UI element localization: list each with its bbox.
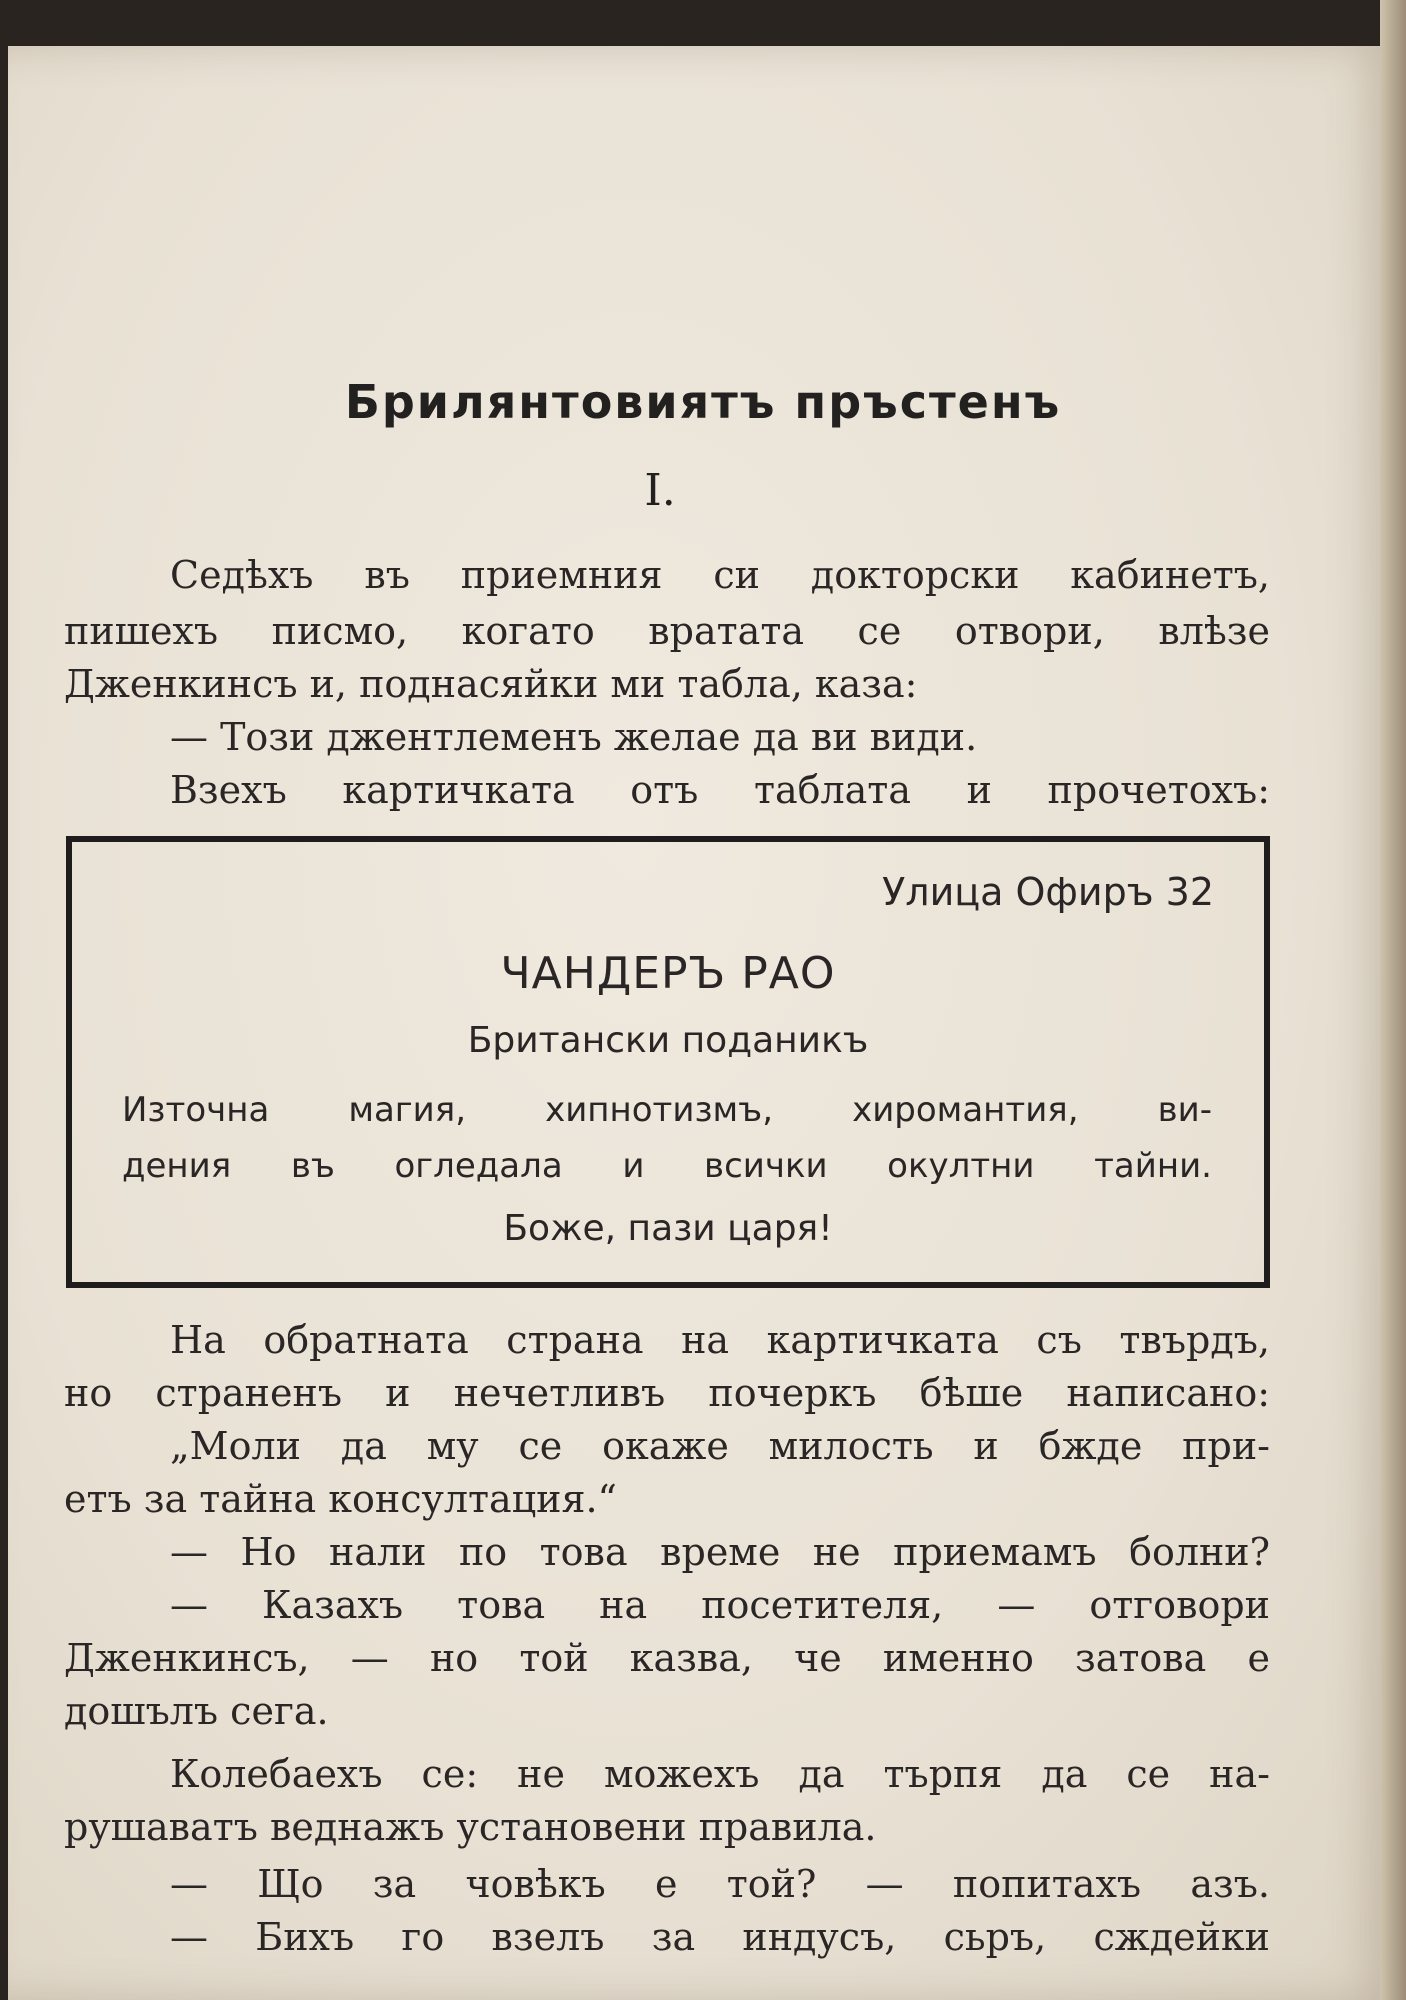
text-line: Седѣхъ въ приемния си докторски кабинетъ, bbox=[170, 553, 1270, 597]
text-line: На обратната страна на картичката съ твърдъ, bbox=[170, 1318, 1270, 1362]
text-line: пишехъ писмо, когато вратата се отвори, влѣзе bbox=[64, 609, 1270, 653]
text-line: рушаватъ веднажъ установени правила. bbox=[64, 1805, 877, 1849]
card-address: Улица Офиръ 32 bbox=[882, 870, 1214, 914]
text-line: Взехъ картичката отъ таблата и прочетохъ: bbox=[170, 768, 1270, 812]
story-title: Брилянтовиятъ пръстенъ bbox=[344, 375, 1062, 429]
text-line: Дженкинсъ и, поднасяйки ми табла, каза: bbox=[64, 662, 918, 706]
text-line: „Моли да му се окаже милость и бжде при- bbox=[170, 1424, 1270, 1468]
book-spine bbox=[1380, 0, 1406, 2000]
text-line: но страненъ и нечетливъ почеркъ бѣше написано: bbox=[64, 1371, 1270, 1415]
card-bottom-rule bbox=[66, 1282, 1270, 1288]
card-motto: Боже, пази царя! bbox=[503, 1208, 833, 1249]
text-line: — Но нали по това време не приемамъ болни? bbox=[170, 1530, 1270, 1574]
text-line: етъ за тайна консултация.“ bbox=[64, 1477, 617, 1521]
text-line: Колебаехъ се: не можехъ да търпя да се на- bbox=[170, 1752, 1270, 1796]
text-line: Дженкинсъ, — но той казва, че именно затова е bbox=[64, 1636, 1270, 1680]
text-line: — Този джентлеменъ желае да ви види. bbox=[170, 715, 978, 759]
card-subject: Британски поданикъ bbox=[467, 1020, 869, 1061]
text-line: — Бихъ го взелъ за индусъ, сьръ, сждейки bbox=[170, 1915, 1270, 1959]
card-description-line: Източна магия, хипнотизмъ, хиромантия, ви- bbox=[122, 1090, 1212, 1130]
card-description-line: дения въ огледала и всички окултни тайни. bbox=[122, 1146, 1212, 1186]
chapter-number: I. bbox=[644, 465, 676, 516]
card-name: ЧАНДЕРЪ РАО bbox=[500, 948, 836, 999]
business-card bbox=[66, 840, 1270, 1282]
text-line: дошълъ сега. bbox=[64, 1689, 329, 1733]
text-line: — Казахъ това на посетителя, — отговори bbox=[170, 1583, 1270, 1627]
text-line: — Що за човѣкъ е той? — попитахъ азъ. bbox=[170, 1862, 1270, 1906]
